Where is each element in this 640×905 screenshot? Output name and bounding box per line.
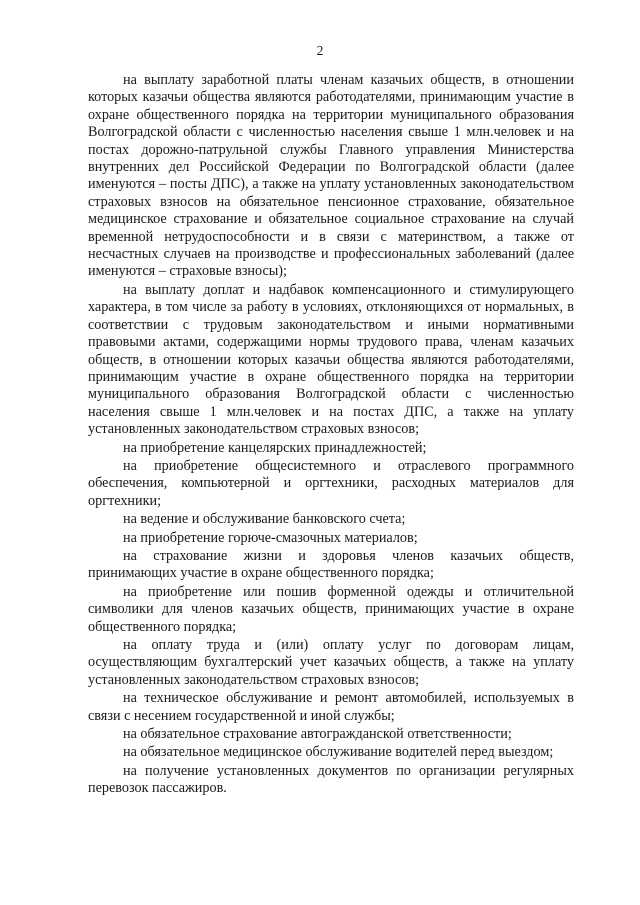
paragraph-vehicle-maintenance: на техническое обслуживание и ремонт автомобилей, используемых в связи с несением государственной и иной службы; [88,690,574,724]
paragraph-transport-documents: на получение установленных документов по организации регулярных перевозок пассажиров. [88,762,574,797]
paragraph-fuel: на приобретение горюче-смазочных материалов; [123,529,418,546]
document-body [88,72,574,798]
paragraph-salary-payment: на выплату заработной платы членам казачьих обществ, в отношении которых казачьи общества являются работодателями, принимающим участие в охране общественного порядка на территории муниципального образования Волгоградской области с численностью населения свыше 1 млн.человек и на постах дорожно-патрульной службы Главного управления Министерства внутренних дел Российской Федерации по Волгоградской области (далее именуются – посты ДПС), а также на уплату установленных законодательством страховых взносов на обязательное пенсионное страхование, обязательное медицинское страхование и обязательное социальное страхование на случай временной нетрудоспособности и в связи с материнством, а также от несчастных случаев на производстве и профессиональных заболеваний (далее именуются – страховые взносы); [88,72,574,280]
paragraph-allowances: на выплату доплат и надбавок компенсационного и стимулирующего характера, в том числе за работу в условиях, отклоняющихся от нормальных, в соответствии с трудовым законодательством и иными нормативными правовыми актами, содержащими нормы трудового права, членам казачьих обществ, в отношении которых казачьи общества являются работодателями, принимающим участие в охране общественного порядка на территории муниципального образования Волгоградской области с численностью населения свыше 1 млн.человек и на постах ДПС, а также на уплату установленных законодательством страховых взносов; [88,281,574,438]
paragraph-auto-insurance: на обязательное страхование автогражданской ответственности; [123,726,512,743]
paragraph-bank-account: на ведение и обслуживание банковского счета; [123,511,406,528]
paragraph-stationery: на приобретение канцелярских принадлежностей; [123,439,427,456]
page-number: 2 [316,43,324,58]
paragraph-uniform: на приобретение или пошив форменной одежды и отличительной символики для членов казачьих обществ, принимающих участие в охране общественного порядка; [88,583,574,635]
paragraph-software-hardware: на приобретение общесистемного и отраслевого программного обеспечения, компьютерной и оргтехники, расходных материалов для оргтехники; [88,457,574,509]
paragraph-life-insurance: на страхование жизни и здоровья членов казачьих обществ, принимающих участие в охране общественного порядка; [88,547,574,582]
paragraph-accounting-services: на оплату труда и (или) оплату услуг по договорам лицам, осуществляющим бухгалтерский учет казачьих обществ, а также на уплату установленных законодательством страховых взносов; [88,637,574,688]
paragraph-driver-medical: на обязательное медицинское обслуживание водителей перед выездом; [123,744,554,761]
